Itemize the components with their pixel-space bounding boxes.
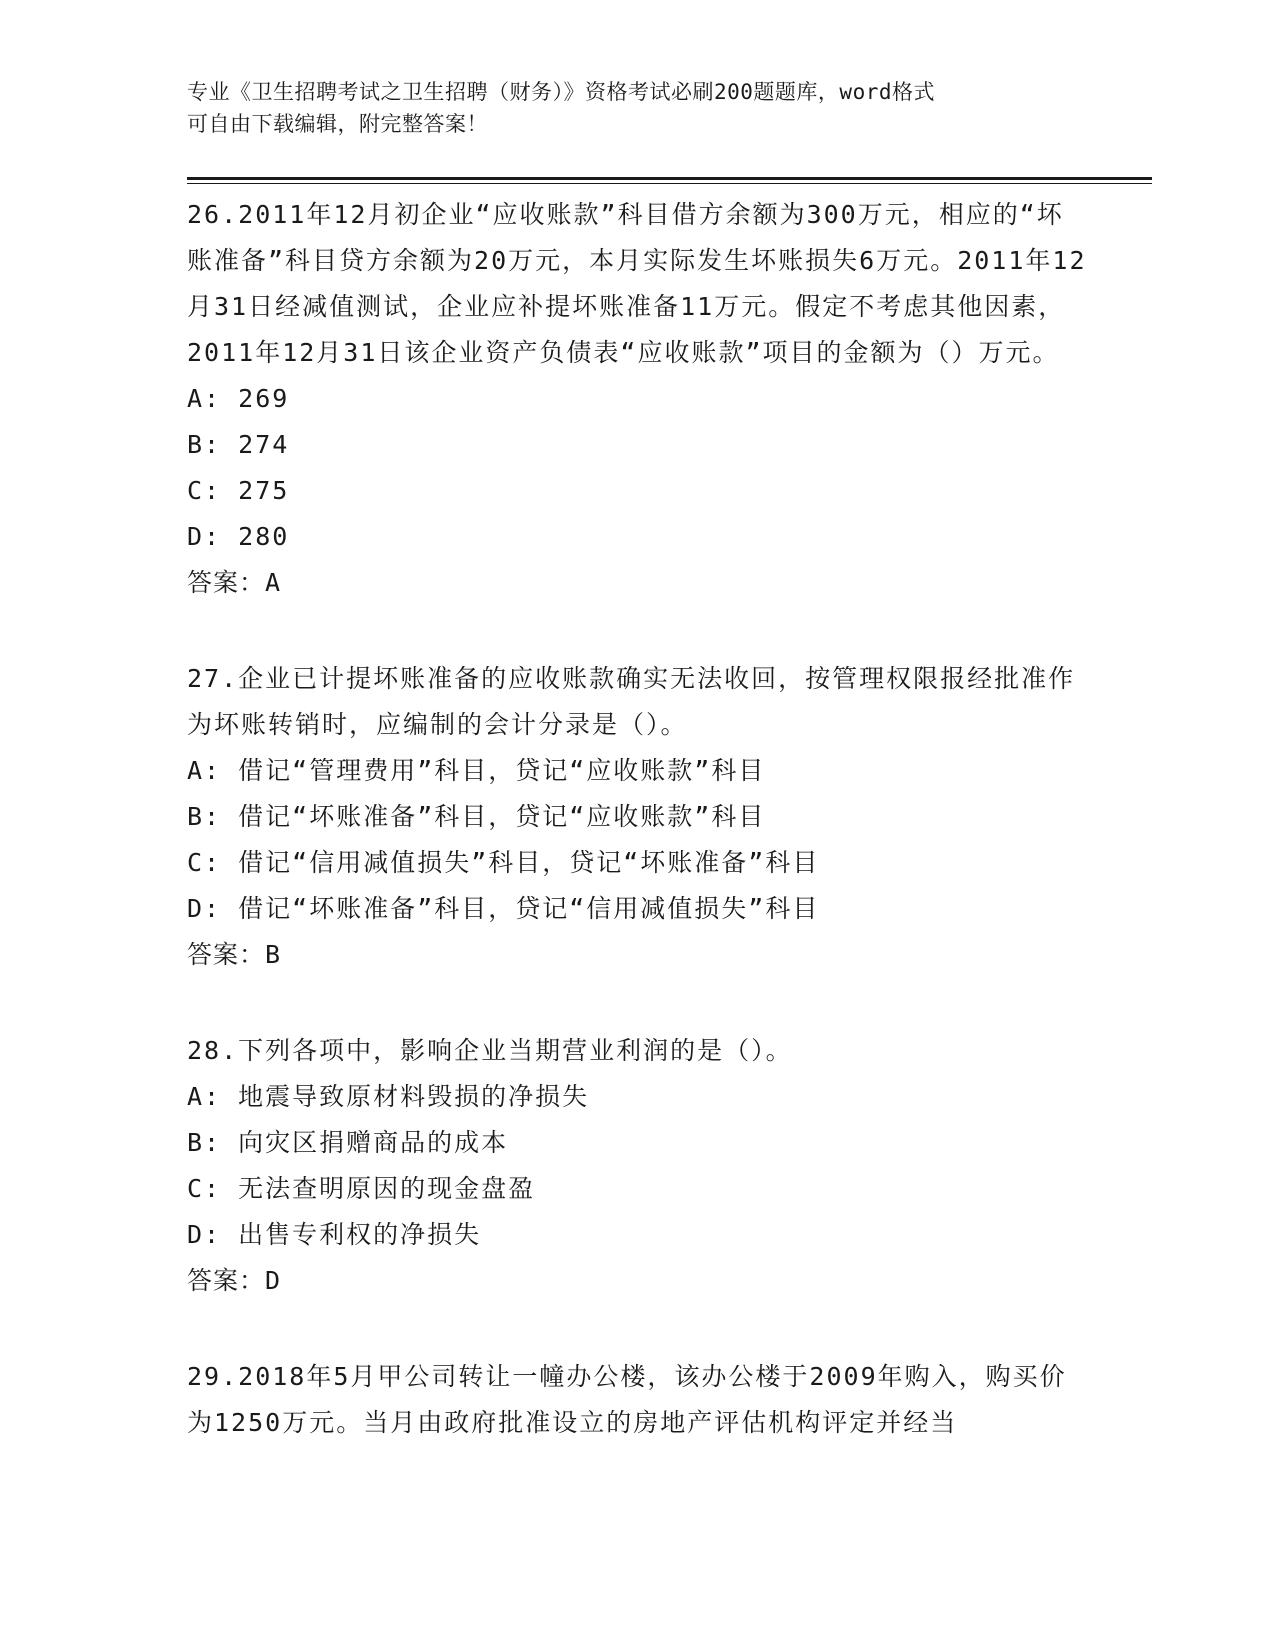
option-c: C: 275 [187, 476, 290, 505]
header-divider-thin [187, 183, 1152, 184]
option-a: A: 借记“管理费用”科目，贷记“应收账款”科目 [187, 756, 766, 785]
option-c: C: 借记“信用减值损失”科目，贷记“坏账准备”科目 [187, 848, 820, 877]
answer-label: 答案： [187, 1266, 266, 1295]
question-stem: 27.企业已计提坏账准备的应收账款确实无法收回，按管理权限报经批准作为坏账转销时，应编制的会计分录是（）。 [187, 664, 1076, 739]
answer-value: D [265, 1266, 282, 1295]
option-b: B: 向灾区捐赠商品的成本 [187, 1128, 509, 1157]
answer-line [187, 1258, 1087, 1304]
option-a: A: 269 [187, 384, 290, 413]
document-header [187, 76, 1067, 140]
header-line-1: 专业《卫生招聘考试之卫生招聘（财务）》资格考试必刷200题题库，word格式 [187, 80, 935, 104]
option-b: B: 274 [187, 430, 290, 459]
answer-value: A [265, 568, 282, 597]
answer-label: 答案： [187, 940, 266, 969]
question-27 [187, 656, 1087, 978]
question-list [187, 192, 1087, 1496]
question-stem: 29.2018年5月甲公司转让一幢办公楼，该办公楼于2009年购入，购买价为1250万元。当月由政府批准设立的房地产评估机构评定并经当 [187, 1362, 1067, 1437]
question-stem: 28.下列各项中，影响企业当期营业利润的是（）。 [187, 1036, 793, 1065]
option-c: C: 无法查明原因的现金盘盈 [187, 1174, 536, 1203]
question-28 [187, 1028, 1087, 1304]
answer-value: B [265, 940, 282, 969]
answer-line [187, 932, 1087, 978]
question-26 [187, 192, 1087, 606]
answer-line [187, 560, 1087, 606]
option-d: D: 280 [187, 522, 290, 551]
option-d: D: 出售专利权的净损失 [187, 1220, 482, 1249]
header-line-2: 可自由下载编辑，附完整答案！ [187, 112, 488, 136]
header-divider-thick [187, 177, 1152, 180]
option-a: A: 地震导致原材料毁损的净损失 [187, 1082, 590, 1111]
question-29 [187, 1354, 1087, 1446]
answer-label: 答案： [187, 568, 266, 597]
option-b: B: 借记“坏账准备”科目，贷记“应收账款”科目 [187, 802, 766, 831]
option-d: D: 借记“坏账准备”科目，贷记“信用减值损失”科目 [187, 894, 820, 923]
question-stem: 26.2011年12月初企业“应收账款”科目借方余额为300万元，相应的“坏账准备”科目贷方余额为20万元，本月实际发生坏账损失6万元。2011年12月31日经减值测试，企业应补提坏账准备11万元。假定不考虑其他因素，2011年12月31日该企业资产负债表“应收账款”项目的金额为（）万元。 [187, 200, 1087, 367]
